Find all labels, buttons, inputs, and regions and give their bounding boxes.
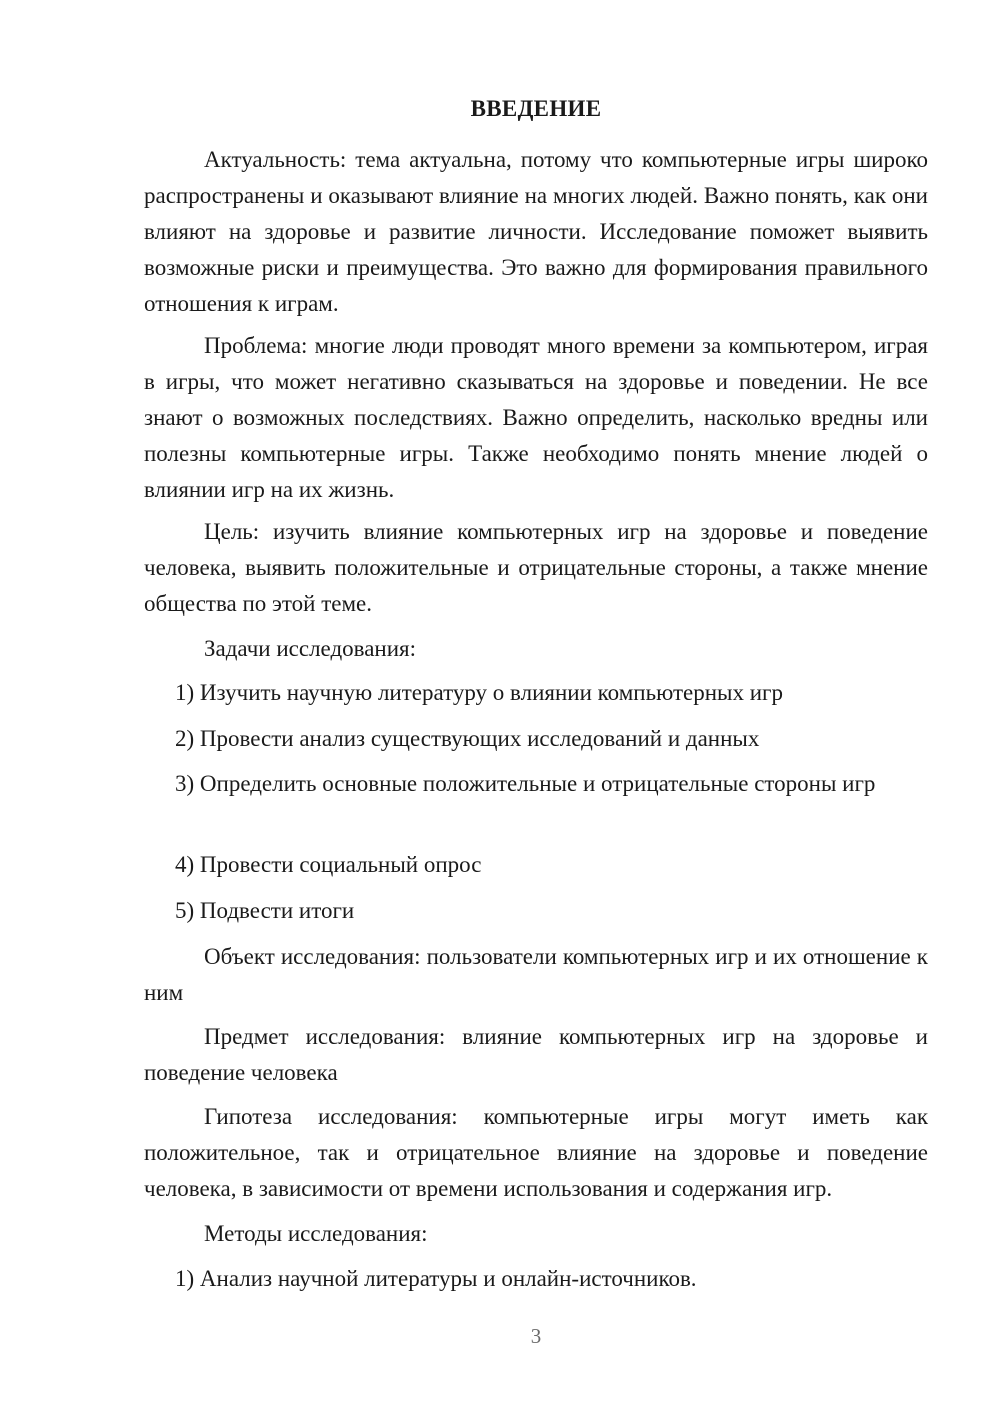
- goal-paragraph: Цель: изучить влияние компьютерных игр на здоровье и поведение человека, выявить положительные и отрицательные стороны, а также мнение общества по этой теме.: [144, 519, 928, 616]
- task-item: 5) Подвести итоги: [175, 898, 355, 923]
- page-number: 3: [530, 1324, 542, 1348]
- task-item: 4) Провести социальный опрос: [175, 852, 482, 877]
- methods-heading: Методы исследования:: [204, 1221, 428, 1246]
- section-heading: ВВЕДЕНИЕ: [470, 96, 602, 121]
- object-paragraph: Объект исследования: пользователи компьютерных игр и их отношение к ним: [144, 944, 928, 1005]
- relevance-paragraph: Актуальность: тема актуальна, потому что компьютерные игры широко распространены и оказывают влияние на многих людей. Важно понять, как они влияют на здоровье и развитие личности. Исследование поможет выявить возможные риски и преимущества. Это важно для формирования правильного отношения к играм.: [144, 147, 928, 316]
- task-item: 3) Определить основные положительные и отрицательные стороны игр: [175, 771, 876, 796]
- tasks-heading: Задачи исследования:: [204, 636, 417, 661]
- subject-paragraph: Предмет исследования: влияние компьютерных игр на здоровье и поведение человека: [144, 1024, 928, 1085]
- task-item: 1) Изучить научную литературу о влиянии компьютерных игр: [175, 680, 783, 705]
- method-item: 1) Анализ научной литературы и онлайн-источников.: [175, 1266, 697, 1291]
- problem-paragraph: Проблема: многие люди проводят много времени за компьютером, играя в игры, что может негативно сказываться на здоровье и поведении. Не все знают о возможных последствиях. Важно определить, насколько вредны или полезны компьютерные игры. Также необходимо понять мнение людей о влиянии игр на их жизнь.: [144, 333, 928, 502]
- task-item: 2) Провести анализ существующих исследований и данных: [175, 726, 760, 751]
- hypothesis-paragraph: Гипотеза исследования: компьютерные игры могут иметь как положительное, так и отрицательное влияние на здоровье и поведение человека, в зависимости от времени использования и содержания игр.: [144, 1104, 928, 1201]
